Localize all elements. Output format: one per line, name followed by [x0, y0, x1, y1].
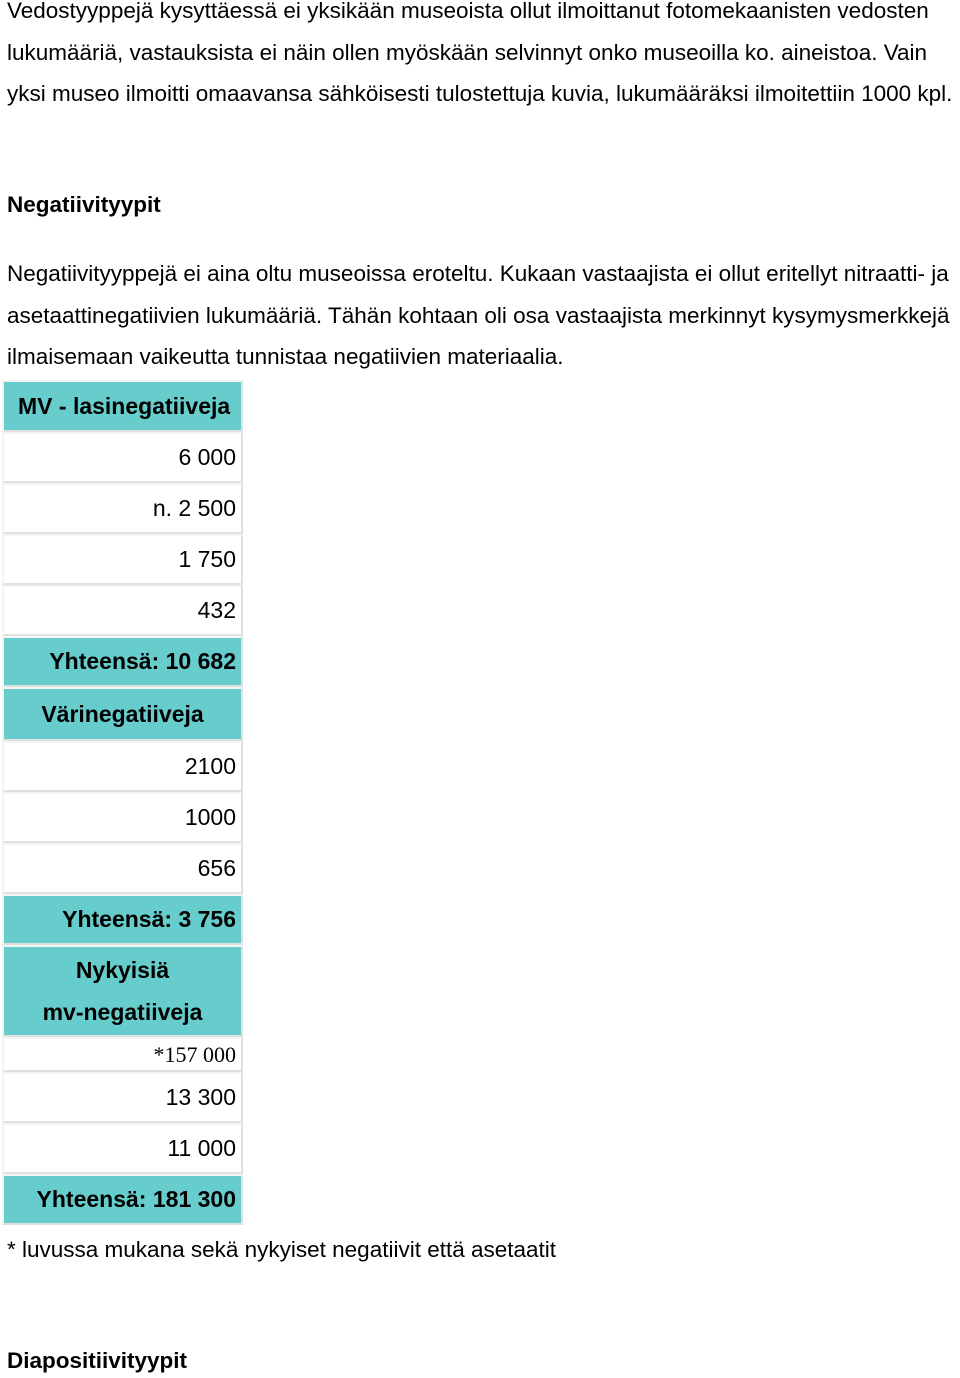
current-bw-header-line1: Nykyisiä — [75, 957, 170, 983]
current-bw-header — [2, 945, 243, 1037]
mv-glass-total: Yhteensä: 10 682 — [2, 636, 243, 687]
color-header: Värinegatiiveja — [2, 687, 243, 741]
table-row: 432 — [2, 585, 243, 636]
table-row: n. 2 500 — [2, 483, 243, 534]
footnote: * luvussa mukana sekä nykyiset negatiivit että asetaatit — [7, 1237, 557, 1262]
table-row: 1000 — [2, 792, 243, 843]
current-bw-total: Yhteensä: 181 300 — [2, 1174, 243, 1225]
section-heading-diapositives: Diapositiivityypit — [7, 1348, 188, 1373]
table-row: 6 000 — [2, 432, 243, 483]
mv-glass-header: MV - lasinegatiiveja — [2, 380, 243, 432]
section-heading-negatives: Negatiivityypit — [7, 192, 161, 217]
current-bw-header-line2: mv-negatiiveja — [42, 999, 203, 1025]
table-row: *157 000 — [2, 1037, 243, 1072]
table-row: 11 000 — [2, 1123, 243, 1174]
color-total: Yhteensä: 3 756 — [2, 894, 243, 945]
negatives-paragraph: Negatiivityyppejä ei aina oltu museoissa eroteltu. Kukaan vastaajista ei ollut eritellyt nitraatti- ja asetaattinegatiivien lukumääriä. Tähän kohtaan oli osa vastaajista merkinnyt kysymysmerkkejä ilmaisemaan vaikeutta tunnistaa negatiivien materiaalia. — [7, 261, 950, 369]
intro-paragraph: Vedostyyppejä kysyttäessä ei yksikään museoista ollut ilmoittanut fotomekaanisten vedosten lukumääriä, vastauksista ei näin ollen myöskään selvinnyt onko museoilla ko. aineistoa. Vain yksi museo ilmoitti omaavansa sähköisesti tulostettuja kuvia, lukumääräksi ilmoitettiin 1000 kpl. — [7, 0, 953, 106]
table-row: 1 750 — [2, 534, 243, 585]
table-row: 13 300 — [2, 1072, 243, 1123]
negatives-table — [2, 380, 243, 1225]
table-row: 2100 — [2, 741, 243, 792]
table-row: 656 — [2, 843, 243, 894]
